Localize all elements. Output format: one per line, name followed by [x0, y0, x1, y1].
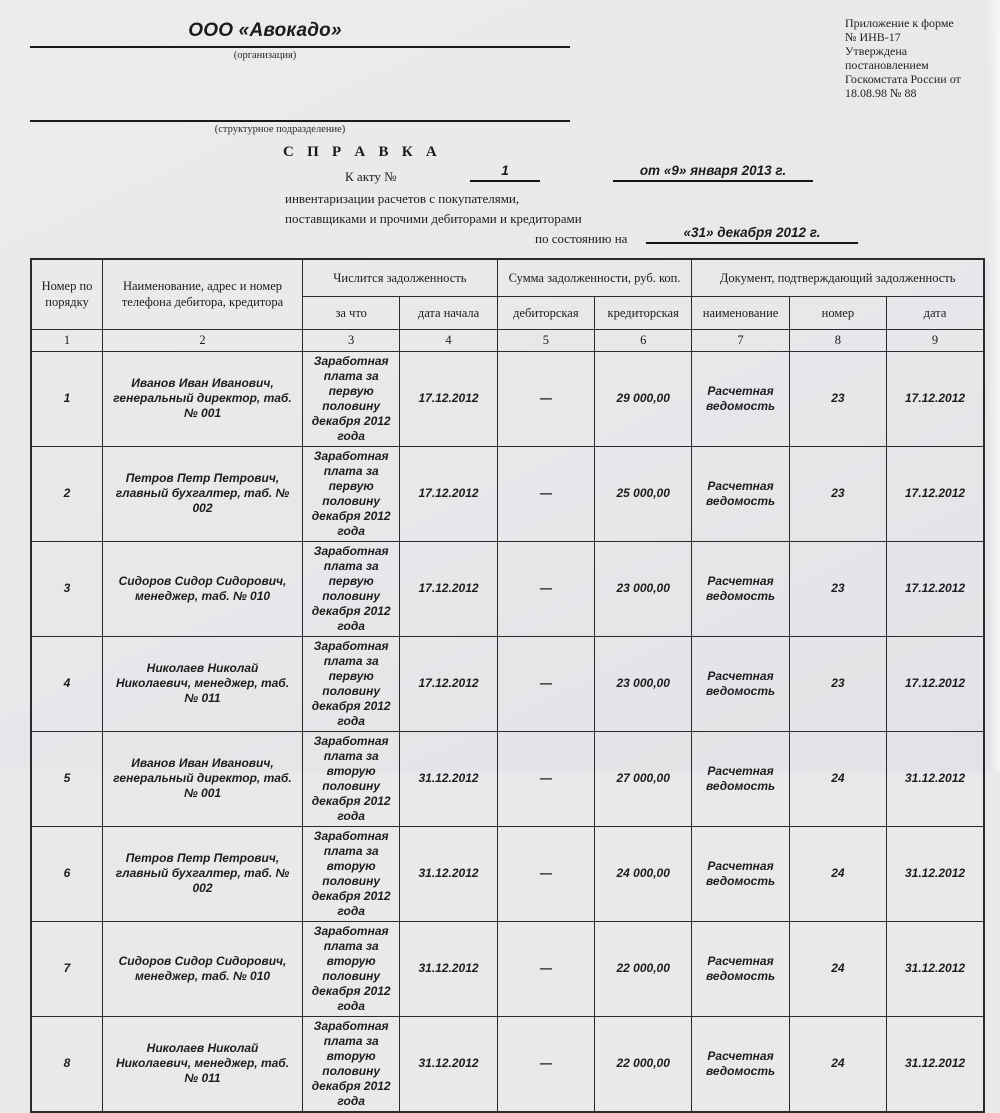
debt-reason-cell: Заработная плата за вторую половину декабря 2012 года — [303, 731, 400, 826]
col-number: 7 — [692, 329, 789, 351]
organization-caption: (организация) — [233, 50, 297, 61]
start-date-cell: 17.12.2012 — [400, 446, 497, 541]
debt-reason-cell: Заработная плата за первую половину декабря 2012 года — [303, 636, 400, 731]
credit-cell: 27 000,00 — [595, 731, 692, 826]
start-date-cell: 31.12.2012 — [400, 731, 497, 826]
row-num-cell: 3 — [31, 541, 103, 636]
credit-cell: 24 000,00 — [595, 826, 692, 921]
header-num: Номер по порядку — [31, 259, 103, 329]
act-number-value: 1 — [470, 163, 540, 182]
credit-cell: 29 000,00 — [595, 351, 692, 446]
debtor-name-cell: Сидоров Сидор Сидорович, менеджер, таб. № 010 — [103, 541, 303, 636]
subtitle-line-2: поставщиками и прочими дебиторами и кредиторами — [285, 211, 582, 226]
header-debt-for: за что — [303, 296, 400, 329]
col-number: 3 — [303, 329, 400, 351]
col-number: 8 — [789, 329, 886, 351]
start-date-cell: 31.12.2012 — [400, 826, 497, 921]
doc-date-cell: 17.12.2012 — [887, 351, 984, 446]
column-numbers-row — [31, 329, 984, 351]
row-num-cell: 8 — [31, 1016, 103, 1112]
form-note-line: № ИНВ-17 — [845, 30, 901, 44]
debtor-name-cell: Николаев Николай Николаевич, менеджер, таб. № 011 — [103, 636, 303, 731]
col-number: 2 — [103, 329, 303, 351]
debtor-name-cell: Петров Петр Петрович, главный бухгалтер, таб. № 002 — [103, 446, 303, 541]
header-sum-group: Сумма задолженности, руб. коп. — [497, 259, 692, 296]
credit-cell: 22 000,00 — [595, 921, 692, 1016]
form-note-line: Госкомстата России от — [845, 72, 961, 86]
debtor-name-cell: Петров Петр Петрович, главный бухгалтер, таб. № 002 — [103, 826, 303, 921]
row-num-cell: 7 — [31, 921, 103, 1016]
doc-date-cell: 17.12.2012 — [887, 541, 984, 636]
debtor-name-cell: Николаев Николай Николаевич, менеджер, таб. № 011 — [103, 1016, 303, 1112]
form-note-line: Утверждена — [845, 44, 908, 58]
doc-name-cell: Расчетная ведомость — [692, 351, 789, 446]
debit-cell: — — [497, 921, 594, 1016]
col-number: 1 — [31, 329, 103, 351]
header-name: Наименование, адрес и номер телефона дебитора, кредитора — [103, 259, 303, 329]
credit-cell: 25 000,00 — [595, 446, 692, 541]
header-doc-date: дата — [887, 296, 984, 329]
header-sum-debit: дебиторская — [497, 296, 594, 329]
table-row — [31, 921, 984, 1016]
debit-cell: — — [497, 541, 594, 636]
doc-date-cell: 31.12.2012 — [887, 731, 984, 826]
form-approval-note — [845, 16, 995, 100]
table-row — [31, 446, 984, 541]
doc-date-cell: 31.12.2012 — [887, 826, 984, 921]
doc-number-cell: 23 — [789, 541, 886, 636]
start-date-cell: 31.12.2012 — [400, 1016, 497, 1112]
doc-name-cell: Расчетная ведомость — [692, 1016, 789, 1112]
debt-table-header — [31, 259, 984, 351]
debit-cell: — — [497, 1016, 594, 1112]
row-num-cell: 2 — [31, 446, 103, 541]
document-title: С П Р А В К А — [283, 144, 443, 160]
doc-name-cell: Расчетная ведомость — [692, 541, 789, 636]
debt-reason-cell: Заработная плата за вторую половину декабря 2012 года — [303, 826, 400, 921]
doc-number-cell: 23 — [789, 351, 886, 446]
start-date-cell: 17.12.2012 — [400, 351, 497, 446]
debit-cell: — — [497, 446, 594, 541]
doc-name-cell: Расчетная ведомость — [692, 636, 789, 731]
debtor-name-cell: Иванов Иван Иванович, генеральный директор, таб. № 001 — [103, 731, 303, 826]
doc-number-cell: 24 — [789, 1016, 886, 1112]
doc-number-cell: 24 — [789, 731, 886, 826]
debt-reason-cell: Заработная плата за вторую половину декабря 2012 года — [303, 1016, 400, 1112]
doc-number-cell: 23 — [789, 636, 886, 731]
doc-number-cell: 24 — [789, 921, 886, 1016]
credit-cell: 22 000,00 — [595, 1016, 692, 1112]
row-num-cell: 4 — [31, 636, 103, 731]
row-num-cell: 1 — [31, 351, 103, 446]
table-row — [31, 541, 984, 636]
start-date-cell: 31.12.2012 — [400, 921, 497, 1016]
debt-reason-cell: Заработная плата за первую половину декабря 2012 года — [303, 351, 400, 446]
doc-number-cell: 23 — [789, 446, 886, 541]
as-of-label: по состоянию на — [535, 231, 628, 246]
debit-cell: — — [497, 826, 594, 921]
debt-reason-cell: Заработная плата за первую половину декабря 2012 года — [303, 446, 400, 541]
header-doc-number: номер — [789, 296, 886, 329]
doc-name-cell: Расчетная ведомость — [692, 826, 789, 921]
act-number-label: К акту № — [345, 169, 397, 184]
debtor-name-cell: Иванов Иван Иванович, генеральный директор, таб. № 001 — [103, 351, 303, 446]
header-sum-credit: кредиторская — [595, 296, 692, 329]
debit-cell: — — [497, 731, 594, 826]
table-row — [31, 731, 984, 826]
table-row — [31, 351, 984, 446]
debt-reason-cell: Заработная плата за вторую половину декабря 2012 года — [303, 921, 400, 1016]
debit-cell: — — [497, 636, 594, 731]
col-number: 4 — [400, 329, 497, 351]
header-debt-group: Числится задолженность — [303, 259, 498, 296]
subtitle-line-1: инвентаризации расчетов с покупателями, — [285, 191, 520, 206]
debt-table — [30, 258, 985, 1113]
doc-number-cell: 24 — [789, 826, 886, 921]
table-row — [31, 1016, 984, 1112]
organization-name: ООО «Авокадо» — [188, 20, 342, 41]
doc-name-cell: Расчетная ведомость — [692, 446, 789, 541]
credit-cell: 23 000,00 — [595, 636, 692, 731]
col-number: 9 — [887, 329, 984, 351]
act-date-value: от «9» января 2013 г. — [613, 163, 813, 182]
col-number: 6 — [595, 329, 692, 351]
doc-name-cell: Расчетная ведомость — [692, 731, 789, 826]
debt-reason-cell: Заработная плата за первую половину декабря 2012 года — [303, 541, 400, 636]
credit-cell: 23 000,00 — [595, 541, 692, 636]
form-note-line: постановлением — [845, 58, 929, 72]
division-underline — [30, 120, 570, 122]
doc-date-cell: 17.12.2012 — [887, 636, 984, 731]
doc-date-cell: 31.12.2012 — [887, 1016, 984, 1112]
row-num-cell: 6 — [31, 826, 103, 921]
col-number: 5 — [497, 329, 594, 351]
as-of-date-value: «31» декабря 2012 г. — [646, 225, 858, 244]
page-right-edge — [988, 0, 1000, 772]
debit-cell: — — [497, 351, 594, 446]
debtor-name-cell: Сидоров Сидор Сидорович, менеджер, таб. № 010 — [103, 921, 303, 1016]
doc-date-cell: 31.12.2012 — [887, 921, 984, 1016]
start-date-cell: 17.12.2012 — [400, 636, 497, 731]
division-caption: (структурное подразделение) — [214, 124, 346, 135]
row-num-cell: 5 — [31, 731, 103, 826]
header-doc-name: наименование — [692, 296, 789, 329]
table-row — [31, 826, 984, 921]
doc-date-cell: 17.12.2012 — [887, 446, 984, 541]
header-debt-start: дата начала — [400, 296, 497, 329]
form-note-line: Приложение к форме — [845, 16, 954, 30]
header-doc-group: Документ, подтверждающий задолженность — [692, 259, 984, 296]
organization-underline — [30, 46, 570, 48]
start-date-cell: 17.12.2012 — [400, 541, 497, 636]
doc-name-cell: Расчетная ведомость — [692, 921, 789, 1016]
table-row — [31, 636, 984, 731]
form-note-line: 18.08.98 № 88 — [845, 86, 917, 100]
